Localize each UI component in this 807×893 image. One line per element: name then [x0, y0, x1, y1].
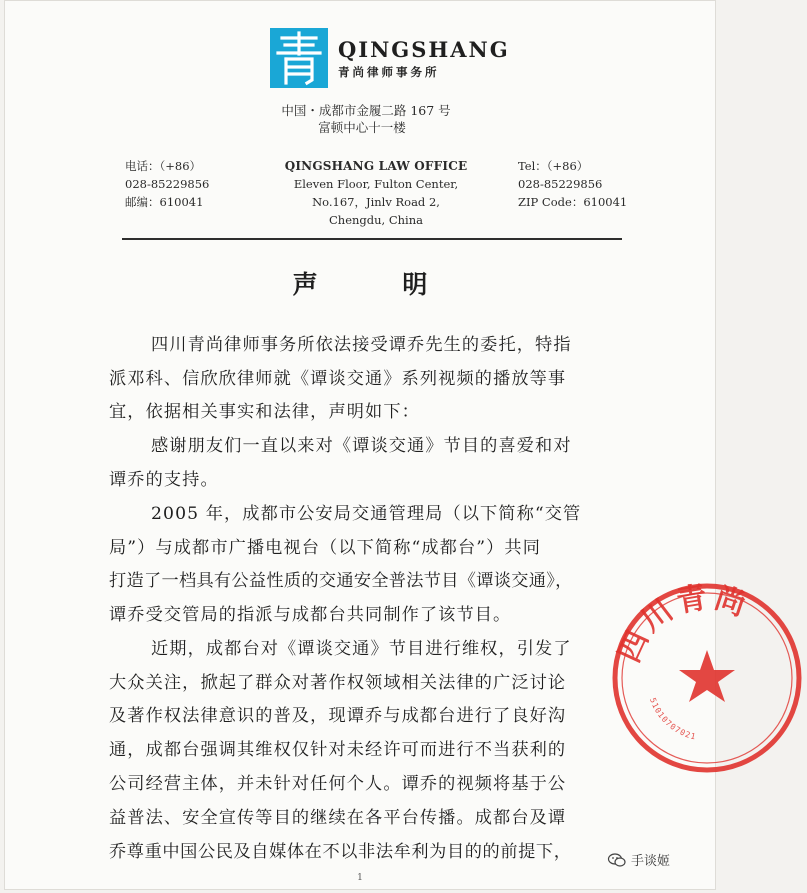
watermark [608, 850, 670, 869]
right-contact-tel-label: Tel：（+86） [518, 159, 589, 173]
office-title: QINGSHANG LAW OFFICE [284, 159, 468, 173]
right-contact-block [518, 157, 627, 211]
body-line: 谭乔的支持。 [109, 470, 219, 490]
center-address-line-3: Chengdu, China [328, 213, 423, 227]
left-contact-phone: 028-85229856 [125, 177, 210, 191]
center-address-block [266, 157, 486, 229]
body-line: 2005 年，成都市公安局交通管理局（以下简称“交管 [151, 504, 582, 524]
brand-name: QINGSHANG [338, 37, 510, 62]
left-contact-zip: 邮编：610041 [125, 195, 204, 209]
body-line: 宜，依据相关事实和法律，声明如下： [109, 402, 420, 422]
body-line: 通，成都台强调其维权仅针对未经许可而进行不当获利的 [109, 740, 567, 760]
body-line: 近期，成都台对《谭谈交通》节目进行维权，引发了 [151, 639, 572, 659]
body-line: 局”）与成都市广播电视台（以下简称“成都台”）共同 [109, 538, 541, 558]
body-line: 公司经营主体，并未针对任何个人。谭乔的视频将基于公 [109, 774, 567, 794]
center-address-line-2: No.167，Jinlv Road 2, [312, 195, 440, 209]
body-line: 打造了一档具有公益性质的交通安全普法节目《谭谈交通》， [109, 571, 573, 591]
left-contact-block [125, 157, 209, 211]
svg-text:51010707021 [648, 697, 697, 742]
right-contact-phone: 028-85229856 [518, 177, 603, 191]
address-line-1: 中国・成都市金履二路 167 号 [281, 103, 451, 118]
firm-logo-icon [270, 28, 328, 88]
address-line-2: 富顿中心十一楼 [318, 120, 406, 135]
document-page [4, 0, 754, 890]
brand-subtitle: 青尚律师事务所 [338, 65, 440, 79]
brand-block [338, 38, 558, 80]
document-title: 声 明 [292, 270, 466, 299]
body-line: 派邓科、信欣欣律师就《谭谈交通》系列视频的播放等事 [109, 369, 567, 389]
right-contact-zip: ZIP Code：610041 [518, 195, 628, 209]
body-line: 益普法、安全宣传等目的继续在各平台传播。成都台及谭 [109, 808, 567, 828]
body-line: 大众关注，掀起了群众对著作权领域相关法律的广泛讨论 [109, 673, 567, 693]
svg-text:四川青尚 [612, 580, 754, 668]
seal-text: 四川青尚 [611, 579, 754, 668]
body-line: 乔尊重中国公民及自媒体在不以非法牟利为目的的前提下， [109, 842, 572, 862]
body-line: 四川青尚律师事务所依法接受谭乔先生的委托，特指 [151, 335, 572, 355]
body-line: 谭乔受交管局的指派与成都台共同制作了该节目。 [109, 605, 512, 625]
chat-bubble-icon [608, 853, 626, 867]
logo-glyph-icon [270, 28, 328, 88]
center-address-line-1: Eleven Floor, Fulton Center, [293, 177, 459, 191]
seal-digits: 51010707021 [647, 696, 698, 742]
official-seal-icon [607, 578, 807, 778]
left-contact-phone-label: 电话：（+86） [125, 159, 202, 173]
page-number: 1 [357, 873, 363, 883]
watermark-label: 手谈姬 [631, 854, 671, 869]
body-line: 及著作权法律意识的普及，现谭乔与成都台进行了良好沟 [109, 706, 567, 726]
header-divider [122, 238, 622, 240]
body-line: 感谢朋友们一直以来对《谭谈交通》节目的喜爱和对 [151, 436, 572, 456]
